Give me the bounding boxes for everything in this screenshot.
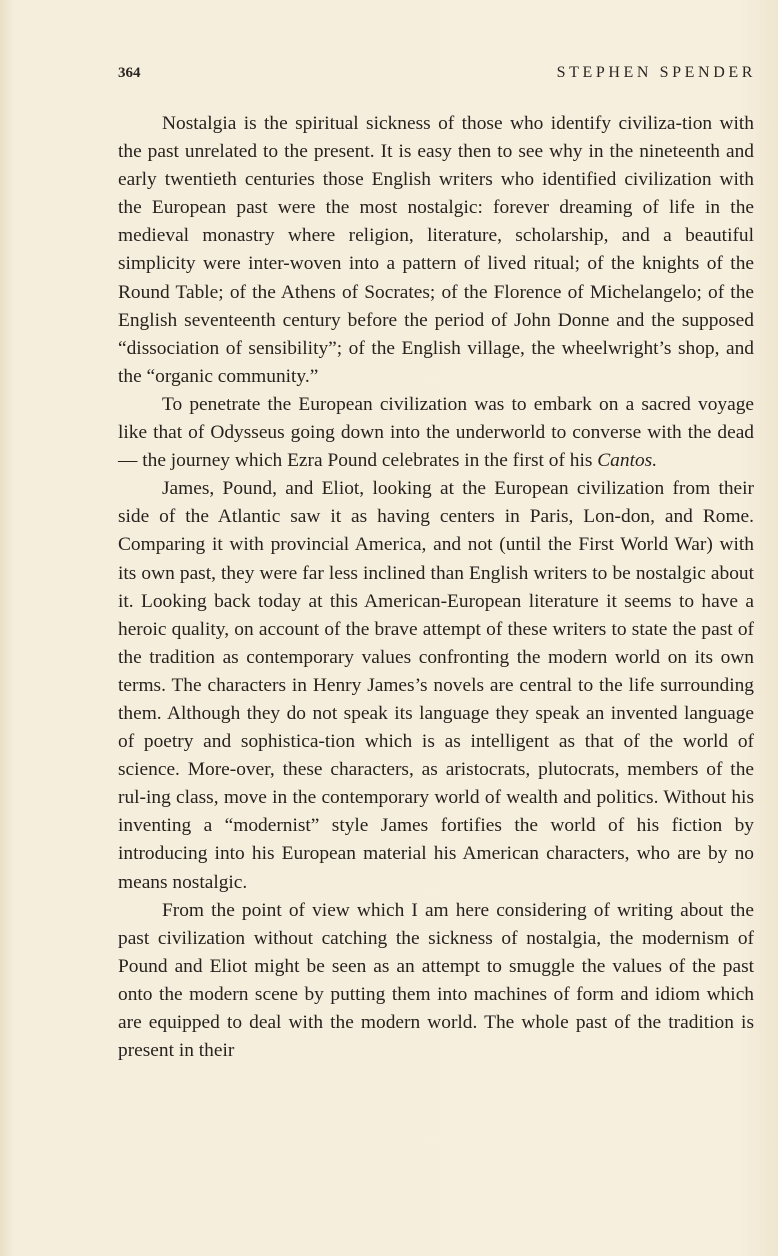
body-text [118,110,754,1065]
cantos-title: Cantos. [597,450,658,472]
paragraph-2-text: To penetrate the European civilization was to embark on a sacred voyage like that of Odysseus going down into the underworld to converse with the dead — the journey which Ezra Pound celebrates in the first of his [118,393,754,472]
paragraph-4: From the point of view which I am here considering of writing about the past civilization without catching the sickness of nostalgia, the modernism of Pound and Eliot might be seen as an attempt to smuggle the values of the past onto the modern scene by putting them into machines of form and idiom which are equipped to deal with the modern world. The whole past of the tradition is present in their [118,899,754,1062]
page-header [118,62,756,86]
paragraph-1: Nostalgia is the spiritual sickness of those who identify civiliza-tion with the past unrelated to the present. It is easy then to see why in the nineteenth and early twentieth centuries those English writers who identified civilization with the European past were the most nostalgic: forever dreaming of life in the medieval monastry where religion, literature, scholarship, and a beautiful simplicity were inter-woven into a pattern of lived ritual; of the knights of the Round Table; of the Athens of Socrates; of the Florence of Michelangelo; of the English seventeenth century before the period of John Donne and the supposed “dissociation of sensibility”; of the English village, the wheelwright’s shop, and the “organic community.” [118,113,754,387]
paragraph-2 [118,391,754,475]
running-head: STEPHEN SPENDER [556,64,756,81]
page-number: 364 [118,65,141,81]
paragraph-3: James, Pound, and Eliot, looking at the European civilization from their side of the Atlantic saw it as having centers in Paris, Lon-don, and Rome. Comparing it with provincial America, and not (until the First World War) with its own past, they were far less inclined than English writers to be nostalgic about it. Looking back today at this American-European literature it seems to have a heroic quality, on account of the brave attempt of these writers to state the past of the tradition as contemporary values confronting the modern world on its own terms. The characters in Henry James’s novels are central to the life surrounding them. Although they do not speak its language they speak an invented language of poetry and sophistica-tion which is as intelligent as that of the world of science. More-over, these characters, as aristocrats, plutocrats, members of the rul-ing class, move in the contemporary world of wealth and politics. Without his inventing a “modernist” style James fortifies the world of his fiction by introducing into his European material his American characters, who are by no means nostalgic. [118,478,754,893]
